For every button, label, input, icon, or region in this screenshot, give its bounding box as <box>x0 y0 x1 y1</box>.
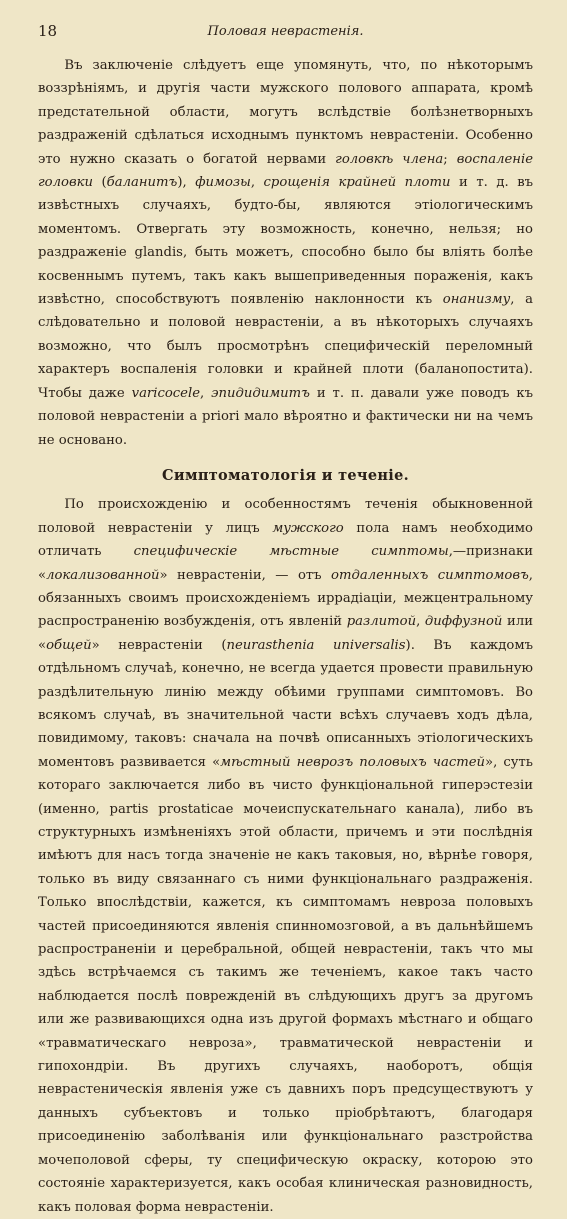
text-run: ; <box>443 151 457 167</box>
italic-term: отдаленныхъ симптомовъ <box>331 567 529 583</box>
text-run: и т. д. въ извѣстныхъ случаяхъ, будто-бы, являются этіологическимъ моментомъ. Отвергать эту возможность, конечно, нельзя; но раздраженіе glandis, быть можетъ, способно было бы вліять болѣе косвеннымъ путемъ, такъ какъ вышеприведенныя пораженія, какъ извѣстно, способствуютъ появленію наклонности къ <box>38 175 534 308</box>
text-run: пола намъ необходимо отличать <box>38 520 533 560</box>
italic-term: диффузной <box>424 614 503 630</box>
paragraph-symptomatology <box>38 493 533 1219</box>
italic-term: neurasthenia universalis <box>226 637 406 653</box>
italic-term: разлитой <box>346 614 417 630</box>
text-run: », суть котораго заключается либо въ чисто функціональной гиперэстезіи (именно, partis prostaticae мочеиспускательнаго канала), либо въ структурныхъ измѣненіяхъ этой области, причемъ и эти послѣднія имѣютъ для насъ тогда значеніе не какъ таковыя, но, вѣрнѣе говоря, только въ виду связаннаго съ ними функціональнаго раздраженія. Только впослѣдствіи, кажется, къ симптомамъ невроза половыхъ частей присоединяются явленія спинномозговой, а въ дальнѣйшемъ распространеніи и церебральной, общей неврастеніи, такъ что мы здѣсь встрѣчаемся съ такимъ же теченіемъ, какое такъ часто наблюдается послѣ поврежденій въ слѣдующихъ другъ за другомъ или же развивающихся одна изъ другой формахъ мѣстнаго и общаго «травматическаго невроза», травматической неврастеніи и гипохондріи. Въ другихъ случаяхъ, наоборотъ, общія неврастеническія явленія уже съ давнихъ поръ предсуществуютъ у данныхъ субъектовъ и только пріобрѣтаютъ, благодаря присоединенію заболѣванія или функціональнаго разстройства мочеполовой сферы, ту специфическую окраску, которою это состояніе характеризуется, какъ особая клиническая разновидность, какъ половая форма неврастеніи. <box>38 754 533 1215</box>
italic-term: локализованной <box>46 567 160 583</box>
italic-term: онанизму <box>442 292 511 308</box>
text-run: , <box>416 614 425 630</box>
text-run: , <box>200 385 212 401</box>
italic-term: срощенія крайней плоти <box>263 175 451 191</box>
running-title: Половая неврастенія. <box>207 24 364 39</box>
text-run: ( <box>93 175 107 191</box>
section-heading: Симптоматологія и теченіе. <box>162 466 409 484</box>
italic-term: общей <box>46 637 92 653</box>
paragraph-conclusion <box>38 54 533 452</box>
italic-term: специфическіе мѣстные симптомы <box>133 544 449 560</box>
page-number: 18 <box>38 22 58 40</box>
italic-term: varicocele <box>131 385 200 401</box>
italic-term: головкѣ члена <box>335 151 444 167</box>
text-run: » неврастеніи, — отъ <box>159 567 332 583</box>
text-run: ). Въ каждомъ отдѣльномъ случаѣ, конечно, не всегда удается провести правильную раздѣлительную линію между обѣими группами симптомовъ. Во всякомъ случаѣ, въ значительной части всѣхъ случаевъ ходъ дѣла, повидимому, таковъ: сначала на почвѣ описанныхъ этіологическихъ моментовъ развивается « <box>38 637 534 770</box>
page-header <box>38 22 533 44</box>
text-run: ), <box>177 175 196 191</box>
italic-term: мѣстный неврозъ половыхъ частей <box>220 754 486 770</box>
text-run: По происхожденію и особенностямъ теченія обыкновенной половой неврастеніи у лицъ <box>38 497 533 536</box>
italic-term: воспаленіе головки <box>38 151 534 191</box>
italic-term: фимозы <box>195 175 251 191</box>
text-run: и т. п. давали уже поводъ къ половой неврастеніи a priori мало вѣроятно и фактически ни на чемъ не основано. <box>38 385 533 448</box>
text-run: ,—признаки « <box>38 544 533 583</box>
text-run: , а слѣдовательно и половой неврастеніи, а въ нѣкоторыхъ случаяхъ возможно, что былъ просмотрѣнъ специфическій переломный характеръ воспаленія головки и крайней плоти (баланопостита). Чтобы даже <box>38 292 533 401</box>
text-run: » неврастеніи ( <box>91 637 227 653</box>
text-run: , <box>250 175 264 191</box>
text-run: или « <box>38 614 534 653</box>
text-run: Въ заключеніе слѣдуетъ еще упомянуть, что, по нѣкоторымъ воззрѣніямъ, и другія части мужского полового аппарата, кромѣ предстательной области, могутъ вслѣдствіе болѣзнетворныхъ раздраженій сдѣлаться исходнымъ пунктомъ неврастеніи. Особенно это нужно сказать о богатой нервами <box>38 58 533 167</box>
italic-term: мужского <box>272 520 344 536</box>
italic-term: эпидидимитъ <box>211 385 310 401</box>
body-text <box>38 54 533 1219</box>
italic-term: баланитъ <box>106 175 178 191</box>
text-run: , обязанныхъ своимъ происхожденіемъ иррадіаціи, межцентральному распространенію возбужденія, отъ явленій <box>38 567 533 630</box>
